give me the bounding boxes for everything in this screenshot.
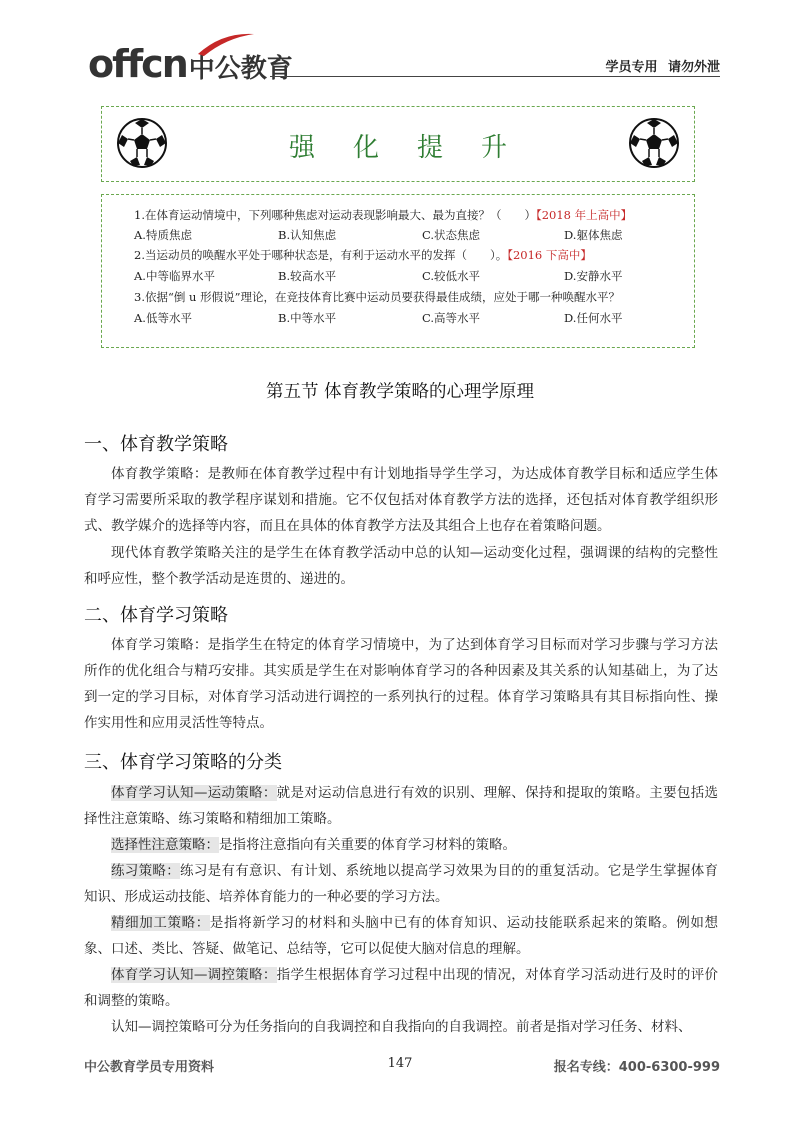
question-text: 2.当运动员的唤醒水平处于哪种状态是，有利于运动水平的发挥（ ）。 [134, 248, 508, 262]
option-d: D.任何水平 [564, 311, 623, 325]
header-tag-left: 学员专用 [605, 60, 658, 75]
footer-note: 中公教育学员专用资料 [84, 1060, 215, 1075]
option-b: B.中等水平 [278, 311, 337, 325]
option-a: A.中等临界水平 [134, 269, 215, 283]
paragraph-text: 练习是有有意识、有计划、系统地以提高学习效果为目的的重复活动。它是学生掌握体育知识、形成运动技能、培养体育能力的一种必要的学习方法。 [84, 863, 719, 905]
paragraph [84, 632, 718, 736]
paragraph [84, 780, 718, 832]
term-label: 选择性注意策略： [111, 837, 219, 853]
option-c: C.高等水平 [422, 311, 481, 325]
question-text: 3.依据“倒 u 形假说”理论，在竞技体育比赛中运动员要获得最佳成绩，应处于哪一种唤醒水平？ [134, 290, 620, 304]
option-c: C.状态焦虑 [422, 228, 481, 242]
paragraph-text: 是指学生在特定的体育学习情境中，为了达到体育学习目标而对学习步骤与学习方法所作的优化组合与精巧安排。其实质是学生在对影响体育学习的各种因素及其关系的认知基础上，为了达到一定的学习目标，对体育学习活动进行调控的一系列执行的过程。体育学习策略具有其目标指向性、操作实用性和应用灵活性等特点。 [84, 637, 719, 731]
brand-cn-text: 中公教育 [188, 54, 293, 84]
paragraph-text: 就是对运动信息进行有效的识别、理解、保持和提取的策略。主要包括选择性注意策略、练习策略和精细加工策略。 [84, 785, 719, 827]
paragraph [84, 962, 718, 1014]
option-a: A.特质焦虑 [134, 228, 192, 242]
paragraph [84, 858, 718, 910]
heading-strategy-classification: 三、体育学习策略的分类 [84, 752, 282, 773]
page-header [0, 0, 800, 90]
practice-banner [101, 106, 695, 182]
option-b: B.较高水平 [278, 269, 337, 283]
paragraph-text: 指学生根据体育学习过程中出现的情况，对体育学习活动进行及时的评价和调整的策略。 [84, 967, 719, 1009]
paragraph: 现代体育教学策略关注的是学生在体育教学活动中总的认知—运动变化过程，强调课的结构的完整性和呼应性，整个教学活动是连贯的、递进的。 [84, 545, 718, 587]
section-title: 第五节 体育教学策略的心理学原理 [265, 382, 535, 402]
option-b: B.认知焦虑 [278, 228, 337, 242]
paragraph [84, 910, 718, 962]
question-text: 1.在体育运动情境中，下列哪种焦虑对运动表现影响最大、最为直接？（ ） [134, 208, 536, 222]
header-rule [270, 76, 720, 77]
page-number: 147 [387, 1056, 413, 1071]
brand-latin-text: offcn [88, 42, 187, 86]
option-d: D.躯体焦虑 [564, 228, 623, 242]
question-1 [134, 207, 632, 223]
header-tag-right: 请勿外泄 [667, 60, 720, 75]
question-3 [134, 289, 620, 305]
term-label: 体育学习认知—运动策略： [111, 785, 277, 801]
term-label: 体育学习策略： [111, 637, 208, 653]
paragraph-text: 是指将新学习的材料和头脑中已有的体育知识、运动技能联系起来的策略。例如想象、口述、类比、答疑、做笔记、总结等，它可以促使大脑对信息的理解。 [84, 915, 719, 957]
term-label: 体育学习认知—调控策略： [111, 967, 277, 983]
paragraph: 认知—调控策略可分为任务指向的自我调控和自我指向的自我调控。前者是指对学习任务、材料、 [111, 1019, 692, 1035]
heading-learning-strategy: 二、体育学习策略 [84, 605, 228, 626]
paragraph-text: 是指将注意指向有关重要的体育学习材料的策略。 [219, 837, 516, 853]
soccer-ball-icon [628, 117, 680, 169]
paragraph-text: 是教师在体育教学过程中有计划地指导学生学习，为达成体育教学目标和适应学生体育学习需要所采取的教学程序谋划和措施。它不仅包括对体育教学方法的选择，还包括对体育教学组织形式、教学媒介的选择等内容，而且在具体的体育教学方法及其组合上也存在着策略问题。 [84, 466, 719, 534]
heading-teaching-strategy: 一、体育教学策略 [84, 434, 228, 455]
term-label: 练习策略： [111, 863, 181, 879]
paragraph [84, 461, 718, 539]
brand-logo [88, 42, 293, 86]
option-c: C.较低水平 [422, 269, 481, 283]
exam-source-tag: 【2018 年上高中】 [535, 208, 633, 222]
practice-questions [101, 194, 695, 348]
term-label: 精细加工策略： [111, 915, 210, 931]
exam-source-tag: 【2016 下高中】 [507, 248, 592, 262]
option-d: D.安静水平 [564, 269, 623, 283]
paragraph [84, 832, 718, 858]
question-2 [134, 247, 592, 263]
header-tag [605, 56, 720, 75]
banner-title: 强化提升 [288, 133, 545, 163]
term-label: 体育教学策略： [111, 466, 208, 482]
option-a: A.低等水平 [134, 311, 192, 325]
footer-hotline: 报名专线：400-6300-999 [553, 1060, 720, 1075]
logo-swoosh-icon [196, 30, 256, 56]
